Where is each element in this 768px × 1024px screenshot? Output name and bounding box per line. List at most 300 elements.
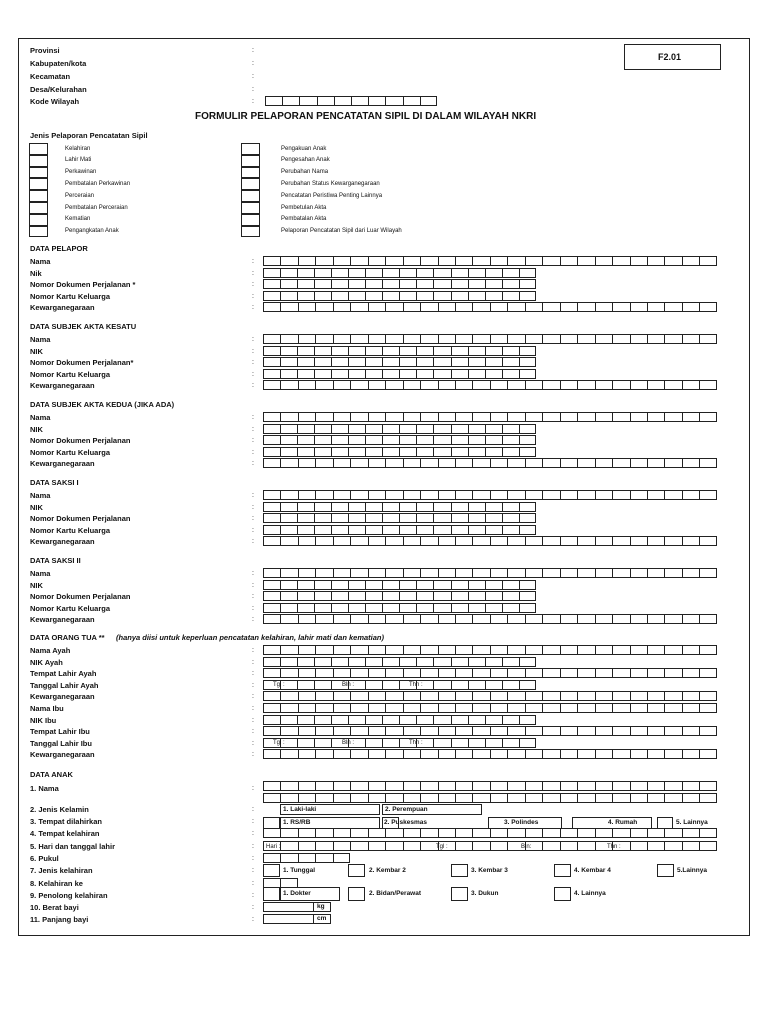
input-cell[interactable] [647,256,664,266]
input-cell[interactable] [612,703,629,713]
jenis-kelahiran-checkbox[interactable] [554,864,571,877]
input-cell[interactable] [263,614,280,624]
input-cell[interactable] [682,256,699,266]
input-cell[interactable] [280,703,297,713]
input-cell[interactable] [595,793,612,803]
jenis-checkbox[interactable] [241,155,260,167]
input-cell[interactable] [468,268,485,278]
input-cell[interactable] [348,424,365,434]
input-cell[interactable] [612,490,629,500]
input-cell[interactable] [468,291,485,301]
input-cell[interactable] [348,513,365,523]
input-cell[interactable] [399,502,416,512]
input-cell[interactable] [365,291,382,301]
input-cell[interactable] [490,645,507,655]
input-cell[interactable] [280,435,297,445]
input-cell[interactable] [333,614,350,624]
input-cell[interactable] [595,781,612,791]
input-cell[interactable] [350,726,367,736]
input-cell[interactable] [502,279,519,289]
input-cell[interactable] [438,793,455,803]
input-cell[interactable] [490,536,507,546]
input-cell[interactable] [420,568,437,578]
input-cell[interactable] [350,490,367,500]
input-cell[interactable] [560,703,577,713]
input-cell[interactable] [403,781,420,791]
jenis-checkbox[interactable] [241,178,260,190]
input-cell[interactable] [433,657,450,667]
input-cell[interactable] [485,447,502,457]
input-cell[interactable] [280,841,297,851]
jenis-kelahiran-checkbox[interactable] [348,864,365,877]
input-cell[interactable] [385,536,402,546]
input-cell[interactable] [280,357,297,367]
input-cell[interactable] [263,380,280,390]
input-cell[interactable] [699,568,716,578]
input-cell[interactable] [438,749,455,759]
input-cell[interactable] [507,749,524,759]
input-cell[interactable] [612,614,629,624]
input-cell[interactable] [298,614,315,624]
input-cell[interactable] [385,380,402,390]
input-cell[interactable] [595,458,612,468]
input-cell[interactable] [647,458,664,468]
input-cell[interactable] [560,256,577,266]
input-cell[interactable] [333,668,350,678]
input-cell[interactable] [351,96,368,106]
input-cell[interactable] [525,412,542,422]
input-cell[interactable] [348,447,365,457]
input-cell[interactable] [451,715,468,725]
input-cell[interactable] [297,680,314,690]
input-cell[interactable] [699,668,716,678]
input-cell[interactable] [333,726,350,736]
input-cell[interactable] [368,458,385,468]
input-cell[interactable] [420,645,437,655]
input-cell[interactable] [280,749,297,759]
input-cell[interactable] [472,458,489,468]
input-cell[interactable] [403,568,420,578]
input-cell[interactable] [519,525,536,535]
input-cell[interactable] [664,380,681,390]
field-input-grid[interactable] [263,668,717,678]
input-cell[interactable] [298,828,315,838]
input-cell[interactable] [263,435,280,445]
input-cell[interactable] [350,691,367,701]
input-cell[interactable] [612,568,629,578]
input-cell[interactable] [664,536,681,546]
input-cell[interactable] [502,435,519,445]
input-cell[interactable] [350,703,367,713]
input-cell[interactable] [403,668,420,678]
jenis-checkbox[interactable] [29,202,48,214]
input-cell[interactable] [382,513,399,523]
input-cell[interactable] [472,380,489,390]
input-cell[interactable] [577,302,594,312]
input-cell[interactable] [630,302,647,312]
input-cell[interactable] [297,525,314,535]
input-cell[interactable] [416,591,433,601]
input-cell[interactable] [416,502,433,512]
input-cell[interactable] [438,668,455,678]
input-cell[interactable] [280,691,297,701]
input-cell[interactable] [472,749,489,759]
input-cell[interactable] [560,568,577,578]
penolong-checkbox[interactable] [263,887,280,901]
input-cell[interactable] [350,302,367,312]
input-cell[interactable] [699,645,716,655]
field-input-grid[interactable] [263,525,536,535]
input-cell[interactable] [348,346,365,356]
input-cell[interactable] [348,268,365,278]
input-cell[interactable] [485,435,502,445]
input-cell[interactable] [699,302,716,312]
input-cell[interactable] [630,828,647,838]
input-cell[interactable] [298,793,315,803]
input-cell[interactable] [368,668,385,678]
input-cell[interactable] [263,302,280,312]
input-cell[interactable] [507,614,524,624]
input-cell[interactable] [420,380,437,390]
input-cell[interactable] [451,738,468,748]
input-cell[interactable] [263,580,280,590]
input-cell[interactable] [451,603,468,613]
input-cell[interactable] [297,291,314,301]
input-cell[interactable] [385,458,402,468]
input-cell[interactable] [577,726,594,736]
input-cell[interactable] [468,447,485,457]
input-cell[interactable] [333,703,350,713]
input-cell[interactable] [525,490,542,500]
input-cell[interactable] [420,781,437,791]
input-cell[interactable] [577,334,594,344]
input-cell[interactable] [433,580,450,590]
input-cell[interactable] [612,828,629,838]
input-cell[interactable] [385,334,402,344]
input-cell[interactable] [365,268,382,278]
input-cell[interactable] [595,490,612,500]
input-cell[interactable] [647,749,664,759]
input-cell[interactable] [297,369,314,379]
input-cell[interactable] [265,96,282,106]
jenis-checkbox[interactable] [29,226,48,238]
input-cell[interactable] [297,603,314,613]
input-cell[interactable] [314,580,331,590]
input-cell[interactable] [485,291,502,301]
input-cell[interactable] [298,781,315,791]
input-cell[interactable] [490,490,507,500]
field-input-grid[interactable] [263,380,717,390]
input-cell[interactable] [542,568,559,578]
input-cell[interactable] [519,657,536,667]
input-cell[interactable] [485,513,502,523]
input-cell[interactable] [577,668,594,678]
input-cell[interactable] [468,657,485,667]
input-cell[interactable] [542,412,559,422]
jenis-checkbox[interactable] [29,190,48,202]
input-cell[interactable] [455,302,472,312]
input-cell[interactable] [682,645,699,655]
input-cell[interactable] [699,490,716,500]
input-cell[interactable] [368,703,385,713]
input-cell[interactable] [403,841,420,851]
input-cell[interactable] [485,525,502,535]
input-cell[interactable] [664,793,681,803]
input-cell[interactable] [451,657,468,667]
input-cell[interactable] [519,738,536,748]
input-cell[interactable] [519,279,536,289]
input-cell[interactable] [542,536,559,546]
input-cell[interactable] [560,536,577,546]
input-cell[interactable] [382,502,399,512]
input-cell[interactable] [472,828,489,838]
input-cell[interactable] [298,536,315,546]
input-cell[interactable] [297,657,314,667]
input-cell[interactable] [612,458,629,468]
input-cell[interactable] [468,369,485,379]
input-cell[interactable] [298,412,315,422]
input-cell[interactable] [280,828,297,838]
input-cell[interactable] [560,458,577,468]
input-cell[interactable] [490,703,507,713]
input-cell[interactable] [519,435,536,445]
input-cell[interactable] [472,490,489,500]
input-cell[interactable] [455,781,472,791]
input-cell[interactable] [399,435,416,445]
input-cell[interactable] [399,424,416,434]
input-cell[interactable] [630,536,647,546]
input-cell[interactable] [297,715,314,725]
input-cell[interactable] [542,793,559,803]
input-cell[interactable] [365,603,382,613]
input-cell[interactable] [485,715,502,725]
input-cell[interactable] [455,334,472,344]
input-cell[interactable] [333,256,350,266]
input-cell[interactable] [485,424,502,434]
input-cell[interactable] [420,691,437,701]
input-cell[interactable] [433,525,450,535]
input-cell[interactable] [263,357,280,367]
input-cell[interactable] [502,369,519,379]
input-cell[interactable] [577,645,594,655]
input-cell[interactable] [507,334,524,344]
penolong-checkbox[interactable] [451,887,468,901]
input-cell[interactable] [282,96,299,106]
input-cell[interactable] [664,726,681,736]
input-cell[interactable] [368,691,385,701]
input-cell[interactable] [350,841,367,851]
input-cell[interactable] [331,279,348,289]
input-cell[interactable] [280,502,297,512]
input-cell[interactable] [280,603,297,613]
field-input-grid[interactable] [263,256,717,266]
input-cell[interactable] [298,302,315,312]
input-cell[interactable] [368,568,385,578]
input-cell[interactable] [595,412,612,422]
input-cell[interactable] [385,841,402,851]
input-cell[interactable] [472,668,489,678]
input-cell[interactable] [315,853,332,863]
input-cell[interactable] [297,435,314,445]
input-cell[interactable] [455,828,472,838]
input-cell[interactable] [699,841,716,851]
input-cell[interactable] [263,256,280,266]
input-cell[interactable] [385,614,402,624]
input-cell[interactable] [350,781,367,791]
input-cell[interactable] [399,715,416,725]
input-cell[interactable] [350,828,367,838]
input-cell[interactable] [297,738,314,748]
input-cell[interactable] [365,591,382,601]
input-cell[interactable] [298,668,315,678]
input-cell[interactable] [314,513,331,523]
input-cell[interactable] [451,424,468,434]
input-cell[interactable] [331,580,348,590]
input-cell[interactable] [699,458,716,468]
input-cell[interactable] [382,525,399,535]
input-cell[interactable] [416,447,433,457]
jenis-kelahiran-checkbox[interactable] [263,864,280,877]
input-cell[interactable] [577,691,594,701]
input-cell[interactable] [314,291,331,301]
input-cell[interactable] [433,369,450,379]
input-cell[interactable] [630,781,647,791]
input-cell[interactable] [630,691,647,701]
input-cell[interactable] [420,614,437,624]
input-cell[interactable] [333,691,350,701]
input-cell[interactable] [314,268,331,278]
input-cell[interactable] [433,435,450,445]
input-cell[interactable] [595,668,612,678]
input-cell[interactable] [451,357,468,367]
input-cell[interactable] [451,369,468,379]
input-cell[interactable] [519,357,536,367]
input-cell[interactable] [507,726,524,736]
input-cell[interactable] [455,536,472,546]
input-cell[interactable] [420,703,437,713]
input-cell[interactable] [472,256,489,266]
input-cell[interactable] [490,302,507,312]
input-cell[interactable] [416,279,433,289]
input-cell[interactable] [612,691,629,701]
input-cell[interactable] [438,458,455,468]
input-cell[interactable] [455,793,472,803]
input-cell[interactable] [263,828,280,838]
input-cell[interactable] [280,424,297,434]
input-cell[interactable] [699,691,716,701]
input-cell[interactable] [420,726,437,736]
input-cell[interactable] [451,447,468,457]
input-cell[interactable] [365,738,382,748]
input-cell[interactable] [647,568,664,578]
input-cell[interactable] [433,502,450,512]
input-cell[interactable] [664,841,681,851]
input-cell[interactable] [403,749,420,759]
input-cell[interactable] [403,490,420,500]
input-cell[interactable] [438,726,455,736]
input-cell[interactable] [664,334,681,344]
input-cell[interactable] [385,96,402,106]
input-cell[interactable] [263,668,280,678]
input-cell[interactable] [455,256,472,266]
input-cell[interactable] [630,703,647,713]
input-cell[interactable] [331,346,348,356]
input-cell[interactable] [350,668,367,678]
field-input-grid[interactable] [263,424,536,434]
input-cell[interactable] [490,749,507,759]
input-cell[interactable] [348,580,365,590]
input-cell[interactable] [682,490,699,500]
field-input-grid[interactable] [263,435,536,445]
input-cell[interactable] [399,279,416,289]
input-cell[interactable] [399,525,416,535]
input-cell[interactable] [399,513,416,523]
input-cell[interactable] [315,841,332,851]
input-cell[interactable] [630,841,647,851]
input-cell[interactable] [664,703,681,713]
input-cell[interactable] [525,256,542,266]
input-cell[interactable] [403,703,420,713]
input-cell[interactable] [451,680,468,690]
input-cell[interactable] [263,726,280,736]
input-cell[interactable] [365,346,382,356]
input-cell[interactable] [630,645,647,655]
input-cell[interactable] [280,580,297,590]
input-cell[interactable] [485,357,502,367]
input-cell[interactable] [699,412,716,422]
input-cell[interactable] [595,380,612,390]
input-cell[interactable] [502,603,519,613]
input-cell[interactable] [682,793,699,803]
input-cell[interactable] [507,645,524,655]
input-cell[interactable] [399,268,416,278]
input-cell[interactable] [502,715,519,725]
input-cell[interactable] [314,346,331,356]
input-cell[interactable] [468,424,485,434]
input-cell[interactable] [315,645,332,655]
input-cell[interactable] [647,412,664,422]
input-cell[interactable] [280,334,297,344]
input-cell[interactable] [382,357,399,367]
input-cell[interactable] [542,749,559,759]
input-cell[interactable] [368,490,385,500]
input-cell[interactable] [333,458,350,468]
input-cell[interactable] [420,256,437,266]
input-cell[interactable] [525,703,542,713]
anak-nama-grid[interactable] [263,781,717,791]
input-cell[interactable] [451,279,468,289]
input-cell[interactable] [315,726,332,736]
input-cell[interactable] [368,302,385,312]
input-cell[interactable] [525,749,542,759]
input-cell[interactable] [699,703,716,713]
input-cell[interactable] [664,490,681,500]
input-cell[interactable] [612,793,629,803]
input-cell[interactable] [472,536,489,546]
input-cell[interactable] [263,447,280,457]
input-cell[interactable] [263,513,280,523]
input-cell[interactable] [502,591,519,601]
input-cell[interactable] [612,726,629,736]
input-cell[interactable] [682,668,699,678]
input-cell[interactable] [468,580,485,590]
input-cell[interactable] [433,603,450,613]
input-cell[interactable] [365,435,382,445]
field-input-grid[interactable] [263,502,536,512]
input-cell[interactable] [577,380,594,390]
input-cell[interactable] [485,738,502,748]
input-cell[interactable] [485,502,502,512]
